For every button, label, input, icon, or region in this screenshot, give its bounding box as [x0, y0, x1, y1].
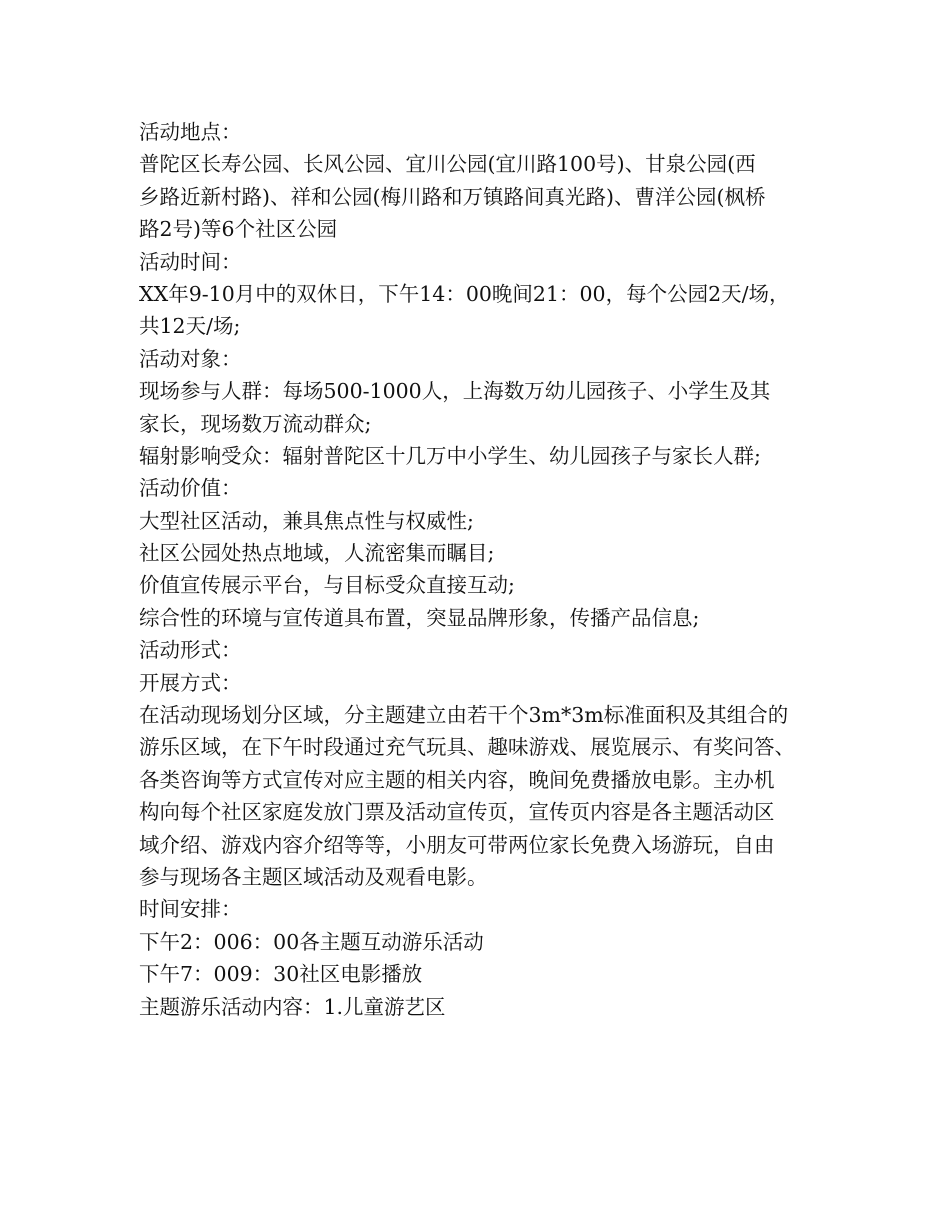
text-line: 大型社区活动，兼具焦点性与权威性;: [139, 508, 474, 533]
text-line: 社区公园处热点地域，人流密集而瞩目;: [139, 541, 495, 566]
text-line: 活动形式：: [139, 638, 242, 663]
text-line: 在活动现场划分区域，分主题建立由若干个3m*3m标准面积及其组合的: [139, 703, 789, 728]
text-line: XX年9-10月中的双休日，下午14：00晚间21：00，每个公园2天/场，: [139, 281, 790, 306]
text-line: 主题游乐活动内容：1.儿童游艺区: [139, 994, 446, 1019]
text-line: 构向每个社区家庭发放门票及活动宣传页，宣传页内容是各主题活动区: [139, 800, 775, 825]
text-line: 时间安排：: [139, 897, 242, 922]
text-line: 综合性的环境与宣传道具布置，突显品牌形象，传播产品信息;: [139, 605, 700, 630]
text-line: 参与现场各主题区域活动及观看电影。: [139, 864, 488, 889]
text-line: 各类咨询等方式宣传对应主题的相关内容，晚间免费播放电影。主办机: [139, 767, 775, 792]
text-line: 现场参与人群：每场500-1000人，上海数万幼儿园孩子、小学生及其: [139, 379, 771, 404]
text-line: 域介绍、游戏内容介绍等等，小朋友可带两位家长免费入场游玩，自由: [139, 832, 775, 857]
text-line: 家长，现场数万流动群众;: [139, 411, 372, 436]
text-line: 活动时间：: [139, 249, 242, 274]
text-line: 游乐区域，在下午时段通过充气玩具、趣味游戏、展览展示、有奖问答、: [139, 735, 795, 760]
text-line: 路2号)等6个社区公园: [139, 217, 338, 242]
text-line: 下午7：009：30社区电影播放: [139, 962, 423, 987]
text-line: 活动地点：: [139, 120, 242, 144]
text-line: 普陀区长寿公园、长风公园、宜川公园(宜川路100号)、甘泉公园(西: [139, 152, 756, 177]
text-line: 下午2：006：00各主题互动游乐活动: [139, 929, 484, 954]
text-line: 活动价值：: [139, 476, 242, 501]
text-line: 辐射影响受众：辐射普陀区十几万中小学生、幼儿园孩子与家长人群;: [139, 443, 761, 468]
text-line: 活动对象：: [139, 346, 242, 371]
text-line: 开展方式：: [139, 670, 242, 695]
text-line: 乡路近新村路)、祥和公园(梅川路和万镇路间真光路)、曹洋公园(枫桥: [139, 184, 766, 209]
document-body: [139, 116, 829, 1023]
text-line: 共12天/场;: [139, 314, 241, 339]
text-line: 价值宣传展示平台，与目标受众直接互动;: [139, 573, 515, 598]
